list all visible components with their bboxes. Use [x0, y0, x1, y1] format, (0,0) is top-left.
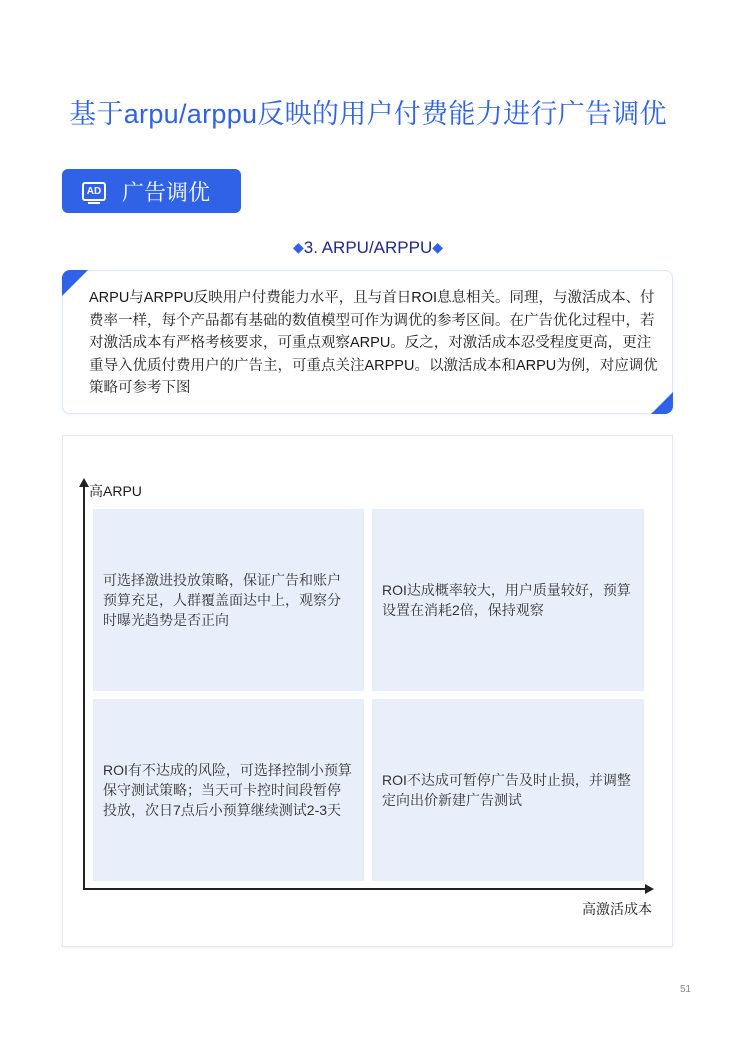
intro-card [62, 270, 673, 414]
intro-text: ARPU与ARPPU反映用户付费能力水平，且与首日ROI息息相关。同理，与激活成本、付费率一样，每个产品都有基础的数值模型可作为调优的参考区间。在广告优化过程中，若对激活成本有严格考核要求，可重点观察ARPU。反之，对激活成本忍受程度更高，更注重导入优质付费用户的广告主，可重点关注ARPPU。以激活成本和ARPU为例，对应调优策略可参考下图 [89, 290, 658, 396]
section-tag-label: 广告调优 [122, 179, 211, 205]
y-axis-label: 高ARPU [89, 483, 142, 499]
subsection-heading-text: 3. ARPU/ARPPU [303, 238, 433, 257]
diamond-left-icon: ◆ [292, 239, 304, 255]
quadrant-text: 可选择激进投放策略，保证广告和账户预算充足，人群覆盖面达中上，观察分时曝光趋势是否正向 [103, 572, 341, 628]
quadrant-top-left [93, 509, 364, 691]
x-axis [83, 888, 647, 890]
quadrant-text: ROI有不达成的风险，可选择控制小预算保守测试策略；当天可卡控时间段暂停投放，次日7点后小预算继续测试2-3天 [103, 762, 352, 818]
strategy-matrix [62, 435, 673, 947]
ad-icon: AD [82, 182, 106, 201]
diamond-right-icon: ◆ [432, 239, 444, 255]
y-axis [83, 484, 85, 890]
quadrant-top-right [372, 509, 644, 691]
quadrant-bottom-left [93, 699, 364, 881]
corner-accent-top-left [62, 270, 88, 296]
section-tag [62, 169, 241, 213]
subsection-heading [0, 238, 736, 258]
page-title: 基于arpu/arppu反映的用户付费能力进行广告调优 [69, 99, 667, 129]
quadrant-bottom-right [372, 699, 644, 881]
x-axis-arrow-icon [645, 884, 654, 894]
quadrant-text: ROI达成概率较大，用户质量较好，预算设置在消耗2倍，保持观察 [382, 582, 631, 618]
page-number: 51 [680, 984, 692, 995]
y-axis-arrow-icon [79, 478, 89, 487]
quadrant-text: ROI不达成可暂停广告及时止损，并调整定向出价新建广告测试 [382, 772, 631, 808]
x-axis-label: 高激活成本 [582, 901, 652, 917]
